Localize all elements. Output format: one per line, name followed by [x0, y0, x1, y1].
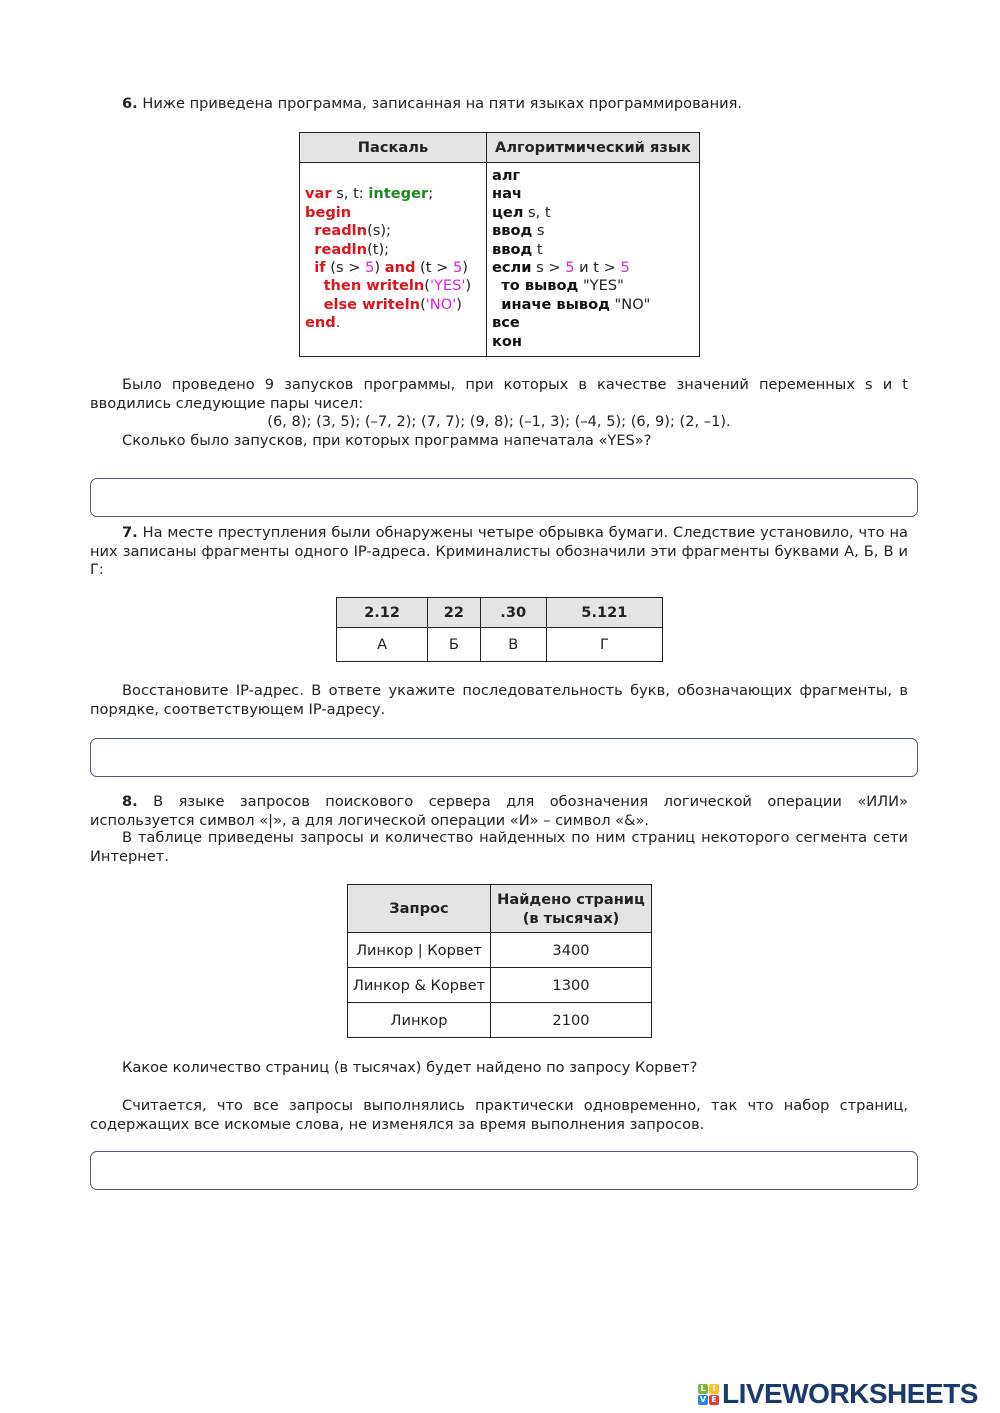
code-table: [299, 132, 700, 357]
code-line: [305, 296, 481, 314]
badge-letter: L: [698, 1384, 708, 1394]
q6-pairs: (6, 8); (3, 5); (–7, 2); (7, 7); (9, 8); (–1, 3); (–4, 5); (6, 9); (2, –1).: [267, 413, 731, 430]
badge-letter: I: [709, 1384, 719, 1394]
q8-question: Какое количество страниц (в тысячах) будет найдено по запросу Корвет?: [122, 1059, 698, 1076]
algo-code: [487, 163, 700, 357]
badge-letter: V: [699, 1394, 707, 1404]
code-token: (s >: [325, 259, 366, 277]
pages-cell: 1300: [491, 968, 652, 1003]
header-pascal: Паскаль: [300, 133, 487, 163]
q8-text2: В таблице приведены запросы и количество найденных по ним страниц некоторого сегмента сети Интернет.: [90, 829, 908, 865]
code-token: if: [314, 259, 326, 277]
header-algo: Алгоритмический язык: [487, 133, 700, 163]
code-token: ввод: [492, 240, 533, 258]
code-token: "NO": [609, 295, 651, 313]
answer-input-7[interactable]: [90, 738, 918, 777]
code-token: 5: [565, 259, 575, 277]
fragment: 22: [428, 598, 480, 628]
table-row: [348, 1003, 652, 1038]
code-token: ввод: [492, 222, 533, 240]
code-line: [305, 314, 481, 332]
q6-question: Сколько было запусков, при которых программа напечатала «YES»?: [122, 432, 652, 449]
code-line: [305, 222, 481, 240]
code-token: ;: [428, 185, 434, 203]
question-number: 6.: [122, 95, 138, 112]
code-line: [492, 222, 694, 240]
code-token: цел: [492, 203, 524, 221]
code-line: [492, 185, 694, 203]
code-token: ): [374, 259, 385, 277]
header-query: Запрос: [348, 885, 491, 933]
letter: Б: [428, 628, 480, 662]
letter: А: [337, 628, 428, 662]
code-token: все: [492, 314, 520, 332]
q6-para: [90, 376, 908, 413]
code-token: ): [465, 277, 472, 295]
fragment: .30: [480, 598, 546, 628]
code-token: ): [462, 259, 468, 277]
q7-text-body: На месте преступления были обнаружены четыре обрывка бумаги. Следствие установило, что на них записаны фрагменты одного IP-адреса. Криминалисты обозначили эти фрагменты буквами А, Б, В и Г:: [90, 524, 908, 579]
code-token: (t);: [367, 240, 390, 258]
pages-cell: 3400: [491, 933, 652, 968]
code-line: [305, 277, 481, 295]
badge-letter: E: [709, 1395, 719, 1405]
letter: Г: [546, 628, 662, 662]
code-token: алг: [492, 167, 521, 184]
code-token: [492, 277, 501, 294]
code-line: [305, 241, 481, 259]
query-cell: Линкор: [348, 1003, 491, 1038]
code-token: 5: [365, 259, 375, 277]
code-line: [492, 333, 694, 351]
fragment: 2.12: [337, 598, 428, 628]
code-token: 5: [452, 259, 463, 277]
q7-text: [90, 524, 908, 580]
table-row: [348, 968, 652, 1003]
code-token: нач: [492, 185, 522, 203]
code-token: .: [335, 314, 341, 332]
pascal-code: [300, 163, 487, 357]
code-token: (: [420, 295, 426, 313]
table-row: [348, 933, 652, 968]
q6-intro-text: Ниже приведена программа, записанная на пяти языках программирования.: [142, 95, 743, 112]
code-token: и t >: [574, 259, 621, 277]
code-token: если: [492, 259, 532, 277]
code-token: 'YES': [429, 277, 466, 295]
code-token: [305, 241, 314, 258]
code-line: [492, 314, 694, 332]
code-token: 'NO': [425, 295, 457, 313]
code-token: readln: [314, 222, 368, 240]
code-token: then writeln: [323, 277, 425, 295]
code-line: [492, 296, 694, 314]
code-token: [305, 296, 324, 313]
code-token: 5: [620, 259, 630, 277]
query-cell: Линкор | Корвет: [348, 933, 491, 968]
fragment: 5.121: [546, 598, 662, 628]
code-token: begin: [305, 203, 352, 221]
query-table: [347, 884, 652, 1038]
query-cell: Линкор & Корвет: [348, 968, 491, 1003]
code-token: s >: [531, 259, 566, 277]
code-line: [305, 185, 481, 203]
answer-input-6[interactable]: [90, 478, 918, 517]
code-token: integer: [368, 185, 429, 203]
code-token: s: [532, 222, 545, 240]
code-token: (t >: [415, 259, 453, 277]
code-token: else writeln: [323, 295, 421, 313]
code-line: [492, 241, 694, 259]
pages-cell: 2100: [491, 1003, 652, 1038]
header-pages: Найдено страниц (в тысячах): [491, 885, 652, 933]
q8-text1: [90, 793, 908, 830]
question-number: 8.: [122, 793, 138, 810]
code-line: [492, 277, 694, 295]
code-token: [492, 296, 501, 313]
code-token: s, t:: [331, 185, 369, 203]
q6-para-text: Было проведено 9 запусков программы, при которых в качестве значений переменных s и t вводились следующие пары чисел:: [90, 376, 908, 412]
ip-fragments-table: [336, 597, 663, 662]
code-token: s, t: [523, 203, 551, 221]
logo-badge-icon: [698, 1384, 719, 1405]
code-line: [492, 259, 694, 277]
code-token: то вывод: [501, 277, 579, 295]
q8-text1-body: В языке запросов поискового сервера для обозначения логической операции «ИЛИ» используется символ «|», а для логической операции «И» – символ «&».: [90, 793, 908, 829]
code-token: t: [532, 240, 543, 258]
code-line: [492, 204, 694, 222]
code-token: var: [305, 185, 332, 203]
code-token: and: [384, 259, 416, 277]
logo-text: LIVEWORKSHEETS: [722, 1378, 978, 1409]
code-line: [305, 204, 481, 222]
q8-note: Считается, что все запросы выполнялись практически одновременно, так что набор страниц, содержащих все искомые слова, не изменялся за время выполнения запросов.: [90, 1097, 908, 1133]
answer-input-8[interactable]: [90, 1151, 918, 1190]
code-line: [305, 259, 481, 277]
letter: В: [480, 628, 546, 662]
code-token: иначе вывод: [501, 295, 610, 313]
code-token: "YES": [578, 277, 624, 295]
code-token: кон: [492, 332, 523, 350]
code-token: [305, 259, 314, 276]
code-line: [305, 167, 481, 185]
liveworksheets-logo: [698, 1378, 978, 1410]
code-token: ): [456, 295, 462, 313]
code-line: [492, 167, 694, 185]
q7-question: Восстановите IP-адрес. В ответе укажите последовательность букв, обозначающих фрагменты, в порядке, соответствующем IP-адресу.: [90, 682, 908, 718]
code-token: [305, 277, 324, 294]
question-number: 7.: [122, 524, 138, 541]
code-token: [305, 222, 314, 239]
code-token: end: [305, 314, 336, 332]
q6-intro: [90, 95, 908, 114]
code-token: readln: [314, 240, 368, 258]
code-token: (: [424, 277, 430, 295]
code-token: (s);: [367, 222, 391, 240]
